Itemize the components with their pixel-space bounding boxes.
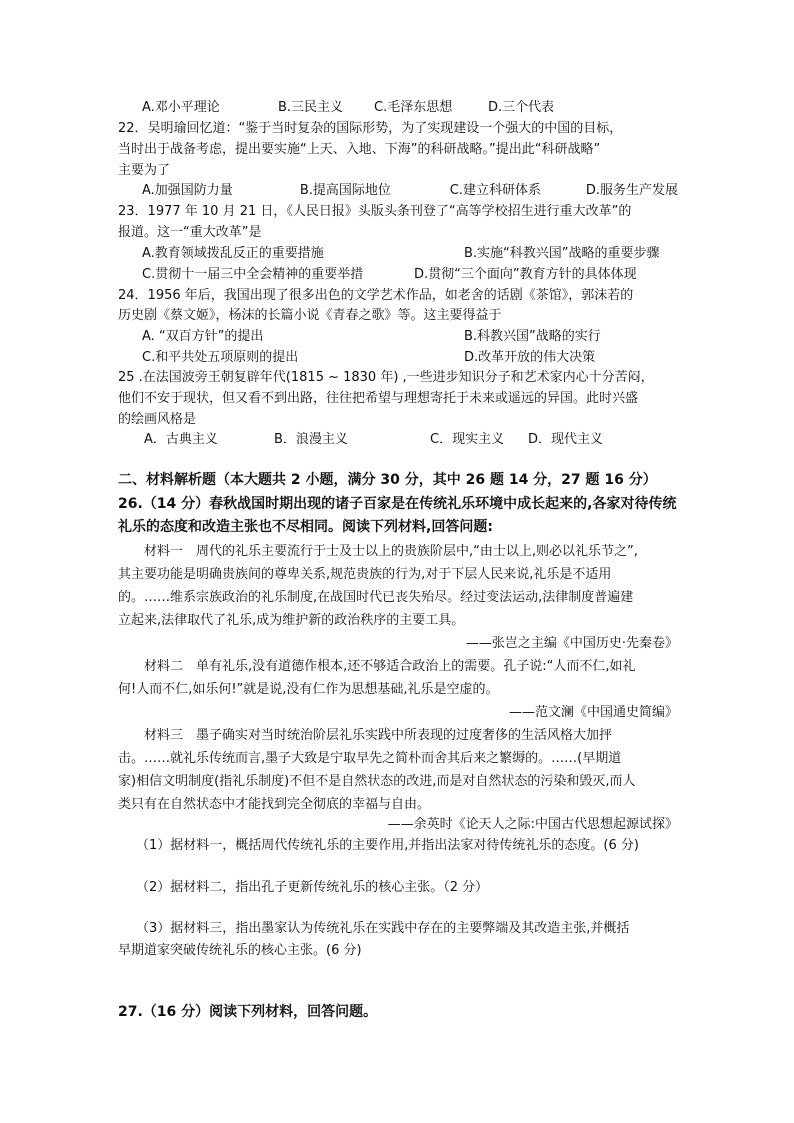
q25-option-a: A．古典主义 [144, 432, 218, 447]
q27-heading: 27.（16 分）阅读下列材料，回答问题。 [118, 1004, 378, 1020]
q26-material-1-line-3: 的。……维系宗族政治的礼乐制度,在战国时代已丧失殆尽。经过变法运动,法律制度普遍建 [118, 590, 634, 605]
q24-options-row-2 [118, 348, 678, 368]
q26-material-2-source: ——范文澜《中国通史简编》 [508, 705, 678, 720]
q23-option-b: B.实施“科教兴国”战略的重要步骤 [464, 246, 660, 261]
q23-stem-line-2: 报道。这一“重大改革”是 [118, 225, 262, 240]
q26-subquestion-3-line-2: 早期道家突破传统礼乐的核心主张。(6 分) [118, 943, 362, 958]
q24-option-b: B.科教兴国”战略的实行 [464, 329, 601, 344]
q24-option-a: A. “双百方针”的提出 [142, 329, 264, 344]
q21-option-d: D.三个代表 [488, 100, 555, 115]
q22-option-c: C.建立科研体系 [449, 183, 541, 198]
q25-stem-line-3: 的绘画风格是 [118, 412, 197, 427]
q22-stem-line-3: 主要为了 [118, 163, 171, 178]
q26-material-3-source: ——余英时《论天人之际:中国古代思想起源试探》 [387, 817, 678, 832]
q26-subquestion-2: （2）据材料二，指出孔子更新传统礼乐的核心主张。（2 分） [136, 880, 489, 895]
q21-option-a: A.邓小平理论 [142, 100, 220, 115]
q23-option-c: C.贯彻十一届三中全会精神的重要举措 [142, 267, 364, 282]
q24-option-d: D.改革开放的伟大决策 [464, 350, 596, 365]
q26-material-3-line-3: 家)相信文明制度(指礼乐制度)不但不是自然状态的改进,而是对自然状态的污染和毁灭,而人 [118, 774, 636, 789]
q22-option-d: D.服务生产发展 [585, 183, 678, 198]
q26-material-1-source: ——张岂之主编《中国历史·先秦卷》 [465, 636, 678, 651]
q26-material-2-line-2: 何!人而不仁,如乐何!”就是说,没有仁作为思想基础,礼乐是空虚的。 [118, 682, 499, 697]
q21-option-c: C.毛泽东思想 [374, 100, 453, 115]
q21-option-b: B.三民主义 [278, 100, 344, 115]
q22-options [118, 181, 678, 201]
q24-stem-line-1: 24．1956 年后，我国出现了很多出色的文学艺术作品，如老舍的话剧《茶馆》，郭沫若的 [118, 288, 634, 303]
q22-stem-line-2: 当时出于战备考虑，提出要实施“上天、入地、下海”的科研战略。”提出此“科研战略” [118, 142, 601, 157]
q24-options-row-1 [118, 327, 678, 347]
q26-material-3-line-2: 击。……就礼乐传统而言,墨子大致是宁取早先之简朴而舍其后来之繁缛的。……(早期道 [118, 751, 622, 766]
q23-stem-line-1: 23．1977 年 10 月 21 日，《人民日报》头版头条刊登了“高等学校招生进行重大改革”的 [118, 204, 632, 219]
q25-option-c: C．现实主义 [430, 432, 505, 447]
q25-stem-line-1: 25 .在法国波旁王朝复辟年代(1815 ~ 1830 年) ,一些进步知识分子和艺术家内心十分苦闷， [118, 370, 654, 385]
q21-options [118, 98, 678, 118]
q26-material-3-line-4: 类只有在自然状态中才能找到完全彻底的幸福与自由。 [118, 797, 431, 812]
q24-option-c: C.和平共处五项原则的提出 [142, 350, 299, 365]
q25-option-d: D．现代主义 [528, 432, 604, 447]
q26-material-1-line-4: 立起来,法律取代了礼乐,成为维护新的政治秩序的主要工具。 [118, 613, 465, 628]
q25-option-b: B．浪漫主义 [274, 432, 348, 447]
q23-options-row-1 [118, 244, 678, 264]
q22-stem-line-1: 22．吴明瑜回忆道：“鉴于当时复杂的国际形势，为了实现建设一个强大的中国的目标， [118, 121, 623, 136]
q25-stem-line-2: 他们不安于现状，但又看不到出路，往往把希望与理想寄托于未来或遥远的异国。此时兴盛 [118, 391, 639, 406]
q24-stem-line-2: 历史剧《蔡文姬》，杨沫的长篇小说《青春之歌》等。这主要得益于 [118, 308, 502, 323]
q26-material-3-line-1: 材料三 墨子确实对当时统治阶层礼乐实践中所表现的过度奢侈的生活风格大加抨 [144, 728, 613, 743]
q23-option-d: D.贯彻“三个面向”教育方针的具体体现 [414, 267, 637, 282]
q22-option-a: A.加强国防力量 [142, 183, 233, 198]
q23-option-a: A.教育领域拨乱反正的重要措施 [142, 246, 324, 261]
q26-intro-line-1: 26.（14 分）春秋战国时期出现的诸子百家是在传统礼乐环境中成长起来的,各家对待传统 [118, 496, 677, 512]
q22-option-b: B.提高国际地位 [299, 183, 391, 198]
q26-material-1-line-1: 材料一 周代的礼乐主要流行于士及士以上的贵族阶层中,“由士以上,则必以礼乐节之”, [144, 544, 638, 559]
q26-subquestion-1: （1）据材料一，概括周代传统礼乐的主要作用,并指出法家对待传统礼乐的态度。(6 分) [136, 838, 639, 853]
q23-options-row-2 [118, 265, 678, 285]
q26-intro-line-2: 礼乐的态度和改造主张也不尽相同。阅读下列材料,回答问题: [118, 519, 493, 535]
q26-material-2-line-1: 材料二 单有礼乐,没有道德作根本,还不够适合政治上的需要。孔子说:“人而不仁,如礼 [144, 659, 636, 674]
q26-material-1-line-2: 其主要功能是明确贵族间的尊卑关系,规范贵族的行为,对于下层人民来说,礼乐是不适用 [118, 567, 612, 582]
section-2-heading: 二、材料解析题（本大题共 2 小题，满分 30 分，其中 26 题 14 分，27 题 16 分） [118, 472, 657, 488]
q25-options [118, 430, 678, 450]
q26-subquestion-3-line-1: （3）据材料三，指出墨家认为传统礼乐在实践中存在的主要弊端及其改造主张,并概括 [136, 921, 630, 936]
